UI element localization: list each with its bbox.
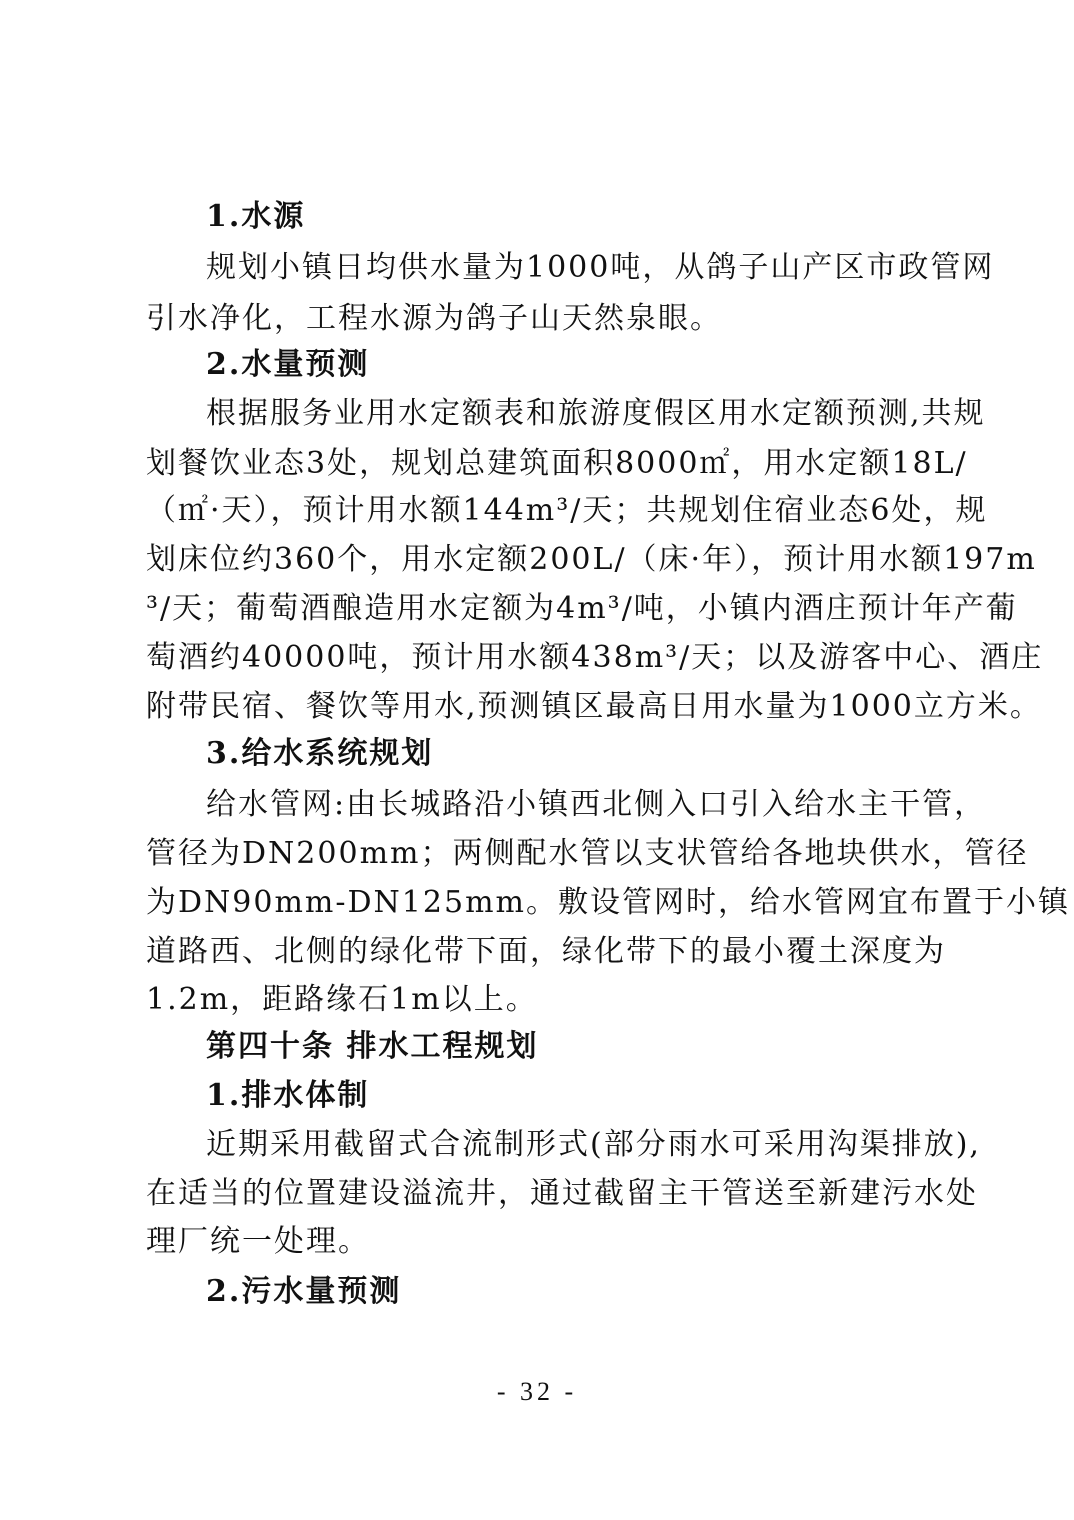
paragraph-line: 划餐饮业态3处，规划总建筑面积8000㎡，用水定额18L/ [146, 446, 968, 481]
section-heading-supply-system: 3.给水系统规划 [206, 736, 434, 771]
paragraph-line: 1.2m，距路缘石1m以上。 [146, 982, 538, 1017]
paragraph-line: 道路西、北侧的绿化带下面，绿化带下的最小覆土深度为 [146, 934, 946, 969]
paragraph-line: 为DN90mm-DN125mm。敷设管网时，给水管网宜布置于小镇 [146, 885, 1070, 920]
paragraph-line: 给水管网:由长城路沿小镇西北侧入口引入给水主干管， [206, 787, 987, 822]
paragraph-line: 近期采用截留式合流制形式(部分雨水可采用沟渠排放), [206, 1127, 981, 1162]
paragraph-line: 在适当的位置建设溢流井，通过截留主干管送至新建污水处 [146, 1176, 978, 1211]
paragraph-line: 萄酒约40000吨，预计用水额438m³/天；以及游客中心、酒庄 [146, 640, 1044, 675]
paragraph-line: 引水净化，工程水源为鸽子山天然泉眼。 [146, 301, 722, 336]
section-heading-water-source: 1.水源 [206, 199, 306, 234]
paragraph-line: 划床位约360个，用水定额200L/（床·年），预计用水额197m [146, 542, 1037, 577]
article-heading: 第四十条 排水工程规划 [206, 1029, 539, 1064]
section-heading-water-forecast: 2.水量预测 [206, 347, 370, 382]
paragraph-line: 规划小镇日均供水量为1000吨，从鸽子山产区市政管网 [206, 250, 995, 285]
paragraph-line: 管径为DN200mm；两侧配水管以支状管给各地块供水，管径 [146, 836, 1029, 871]
paragraph-line: （㎡·天），预计用水额144m³/天；共规划住宿业态6处，规 [146, 493, 988, 528]
section-heading-drainage-system: 1.排水体制 [206, 1078, 370, 1113]
paragraph-line: 附带民宿、餐饮等用水,预测镇区最高日用水量为1000立方米。 [146, 689, 1042, 724]
paragraph-line: 理厂统一处理。 [146, 1224, 370, 1259]
section-heading-sewage-forecast: 2.污水量预测 [206, 1274, 402, 1309]
page-number: - 32 - [496, 1377, 578, 1406]
paragraph-line: ³/天；葡萄酒酿造用水定额为4m³/吨，小镇内酒庄预计年产葡 [146, 591, 1018, 626]
paragraph-line: 根据服务业用水定额表和旅游度假区用水定额预测,共规 [206, 396, 986, 431]
